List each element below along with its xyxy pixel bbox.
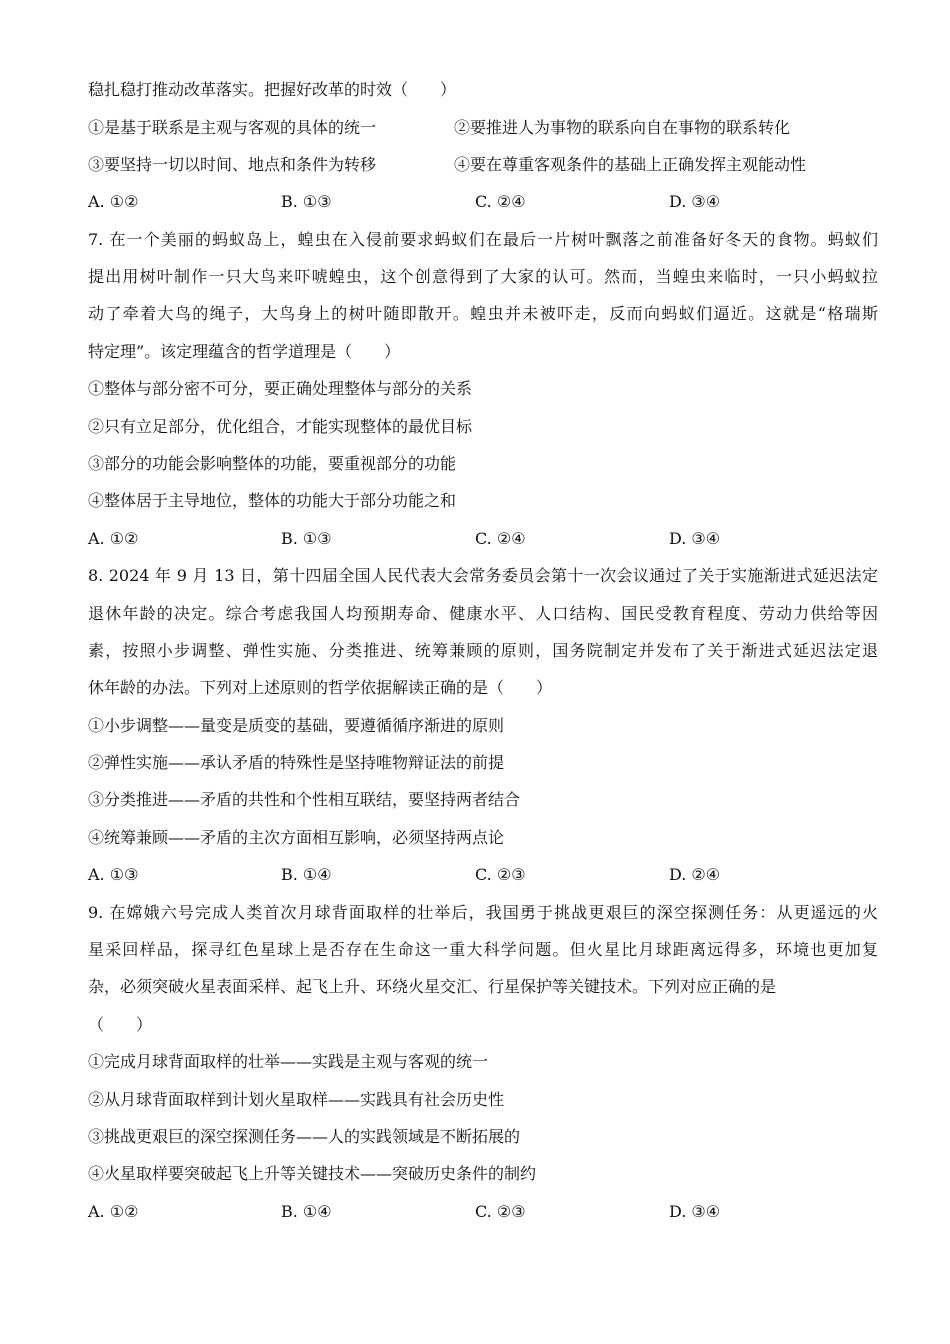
q8-option-c: C. ②③ bbox=[475, 865, 526, 884]
q9-item-4: ④火星取样要突破起飞上升等关键技术——突破历史条件的制约 bbox=[88, 1164, 537, 1183]
q6-item-1: ①是基于联系是主观与客观的具体的统一 bbox=[88, 118, 377, 137]
q9-stem-line-2: 星采回样品，探寻红色星球上是否存在生命这一重大科学问题。但火星比月球距离远得多，环境也更加复 bbox=[88, 940, 878, 959]
q7-option-a: A. ①② bbox=[88, 529, 139, 548]
q7-stem-line-4: 特定理”。该定理蕴含的哲学道理是（ ） bbox=[88, 342, 401, 361]
q8-item-3: ③分类推进——矛盾的共性和个性相互联结，要坚持两者结合 bbox=[88, 790, 521, 809]
q6-option-a: A. ①② bbox=[88, 192, 139, 211]
q6-option-d: D. ③④ bbox=[669, 192, 721, 211]
q8-stem-line-1: 8. 2024 年 9 月 13 日，第十四届全国人民代表大会常务委员会第十一次会议通过了关于实施渐进式延迟法定 bbox=[88, 566, 878, 585]
q6-item-2: ②要推进人为事物的联系向自在事物的联系转化 bbox=[454, 118, 791, 137]
q9-stem-line-1: 9. 在嫦娥六号完成人类首次月球背面取样的壮举后，我国勇于挑战更艰巨的深空探测任务：从更遥远的火 bbox=[88, 903, 878, 922]
q6-stem-tail: 稳扎稳打推动改革落实。把握好改革的时效（ ） bbox=[88, 80, 457, 99]
q7-item-4: ④整体居于主导地位，整体的功能大于部分功能之和 bbox=[88, 491, 457, 510]
q8-stem-line-4: 休年龄的办法。下列对上述原则的哲学依据解读正确的是（ ） bbox=[88, 678, 553, 697]
q9-option-d: D. ③④ bbox=[669, 1202, 721, 1221]
q9-option-b: B. ①④ bbox=[281, 1202, 332, 1221]
q7-option-b: B. ①③ bbox=[281, 529, 332, 548]
q7-option-c: C. ②④ bbox=[475, 529, 526, 548]
q8-option-a: A. ①③ bbox=[88, 865, 139, 884]
q9-item-3: ③挑战更艰巨的深空探测任务——人的实践领域是不断拓展的 bbox=[88, 1127, 521, 1146]
q9-item-2: ②从月球背面取样到计划火星取样——实践具有社会历史性 bbox=[88, 1090, 505, 1109]
q7-item-3: ③部分的功能会影响整体的功能，要重视部分的功能 bbox=[88, 454, 457, 473]
q9-option-a: A. ①② bbox=[88, 1202, 139, 1221]
q7-stem-line-1: 7. 在一个美丽的蚂蚁岛上，蝗虫在入侵前要求蚂蚁们在最后一片树叶飘落之前准备好冬天的食物。蚂蚁们 bbox=[88, 230, 878, 249]
q8-stem-line-2: 退休年龄的决定。综合考虑我国人均预期寿命、健康水平、人口结构、国民受教育程度、劳动力供给等因 bbox=[88, 604, 878, 623]
q9-stem-line-3: 杂，必须突破火星表面采样、起飞上升、环绕火星交汇、行星保护等关键技术。下列对应正确的是 bbox=[88, 977, 777, 996]
q7-item-1: ①整体与部分密不可分，要正确处理整体与部分的关系 bbox=[88, 379, 473, 398]
q8-stem-line-3: 素，按照小步调整、弹性实施、分类推进、统筹兼顾的原则，国务院制定并发布了关于渐进式延迟法定退 bbox=[88, 641, 878, 660]
q8-item-1: ①小步调整——量变是质变的基础，要遵循循序渐进的原则 bbox=[88, 716, 505, 735]
q6-option-c: C. ②④ bbox=[475, 192, 526, 211]
q6-item-3: ③要坚持一切以时间、地点和条件为转移 bbox=[88, 155, 377, 174]
q6-item-4: ④要在尊重客观条件的基础上正确发挥主观能动性 bbox=[454, 155, 807, 174]
q9-stem-line-4: （ ） bbox=[88, 1015, 153, 1034]
q9-option-c: C. ②③ bbox=[475, 1202, 526, 1221]
q8-item-4: ④统筹兼顾——矛盾的主次方面相互影响，必须坚持两点论 bbox=[88, 828, 505, 847]
q6-option-b: B. ①③ bbox=[281, 192, 332, 211]
q7-option-d: D. ③④ bbox=[669, 529, 721, 548]
q7-item-2: ②只有立足部分，优化组合，才能实现整体的最优目标 bbox=[88, 417, 473, 436]
q7-stem-line-2: 提出用树叶制作一只大鸟来吓唬蝗虫，这个创意得到了大家的认可。然而，当蝗虫来临时，一只小蚂蚁拉 bbox=[88, 267, 878, 286]
q9-item-1: ①完成月球背面取样的壮举——实践是主观与客观的统一 bbox=[88, 1052, 489, 1071]
q7-stem-line-3: 动了牵着大鸟的绳子，大鸟身上的树叶随即散开。蝗虫并未被吓走，反而向蚂蚁们逼近。这就是“格瑞斯 bbox=[88, 304, 878, 323]
q8-item-2: ②弹性实施——承认矛盾的特殊性是坚持唯物辩证法的前提 bbox=[88, 753, 505, 772]
q8-option-b: B. ①④ bbox=[281, 865, 332, 884]
q8-option-d: D. ②④ bbox=[669, 865, 721, 884]
